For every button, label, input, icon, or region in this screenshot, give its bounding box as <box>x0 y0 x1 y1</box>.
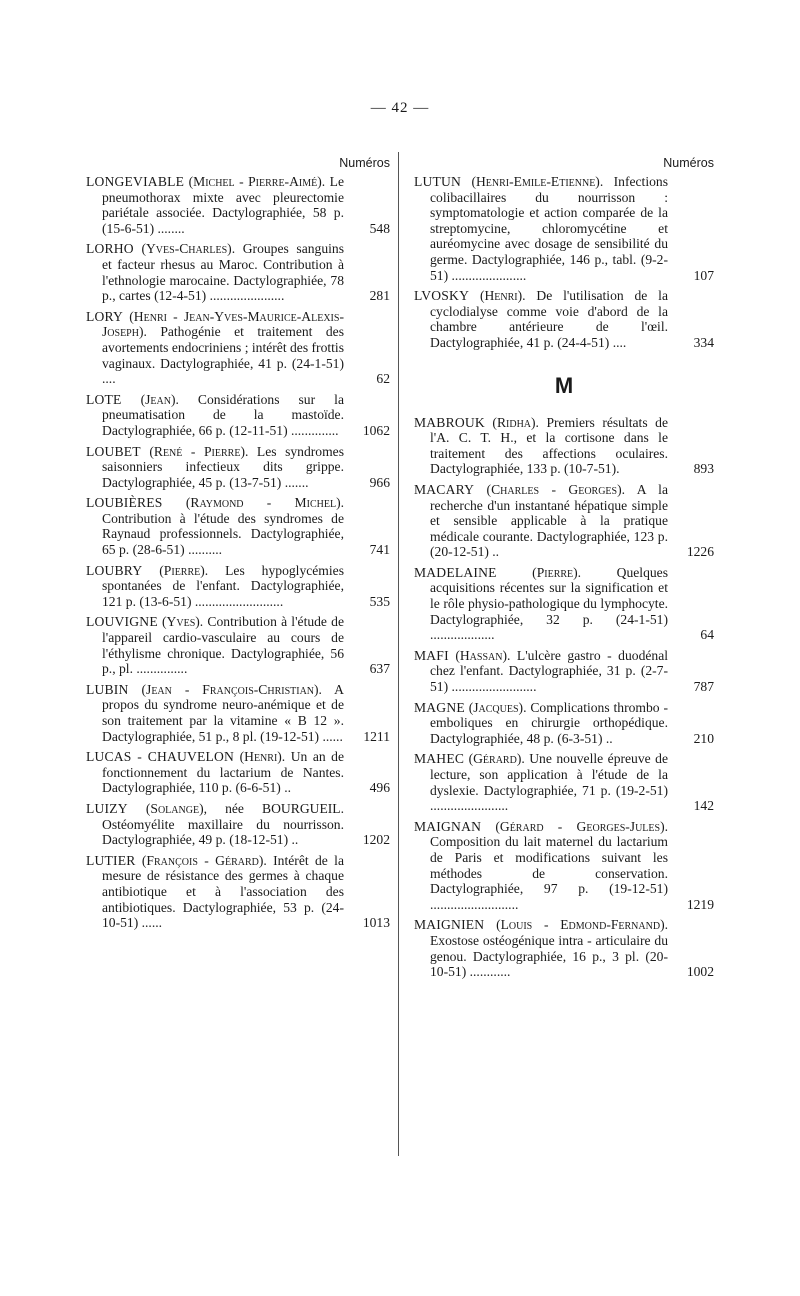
entry-title: Considérations sur la pneumatisation de la mastoïde. Dactylographiée, 66 p. (12-11-51) .............. <box>102 391 344 438</box>
entry-title: Premiers résultats de l'A. C. T. H., et la cortisone dans le traitement des affections oculaires. Dactylographiée, 133 p. (10-7-51). <box>430 414 668 477</box>
entry-number: 1013 <box>362 915 390 931</box>
entry-title: A la recherche d'un instantané hépatique simple et sensible applicable à la pratique médicale courante. Dactylographiée, 123 p. (20-12-51) .. <box>430 481 668 560</box>
entry-given-names: (Louis - Edmond-Fernand). <box>496 917 668 933</box>
entry-surname: LUCAS - CHAUVELON <box>86 749 235 765</box>
entry-text <box>86 444 344 491</box>
index-entry <box>414 700 714 747</box>
entry-given-names: (François - Gérard). <box>141 852 267 868</box>
entry-text <box>86 392 344 439</box>
entry-surname: MACARY <box>414 481 475 497</box>
right-entries-before <box>414 174 714 351</box>
entry-text <box>86 174 344 236</box>
entry-text <box>414 700 668 747</box>
entry-text <box>414 174 668 283</box>
entry-given-names: (Gérard - Georges-Jules). <box>495 818 668 834</box>
entry-number: 966 <box>369 474 390 490</box>
entry-number: 1202 <box>362 832 390 848</box>
entry-surname: LONGEVIABLE <box>86 174 185 189</box>
index-entry <box>86 853 390 931</box>
entry-text <box>414 565 668 643</box>
entry-text <box>414 648 668 695</box>
entry-title: Les hypoglycémies spontanées de l'enfant. Dactylographiée, 121 p. (13-6-51) .......................... <box>102 562 344 609</box>
index-entry <box>414 174 714 283</box>
entry-given-names: (Raymond - Michel). <box>185 495 345 511</box>
index-entry <box>86 174 390 236</box>
entry-title: Complications thrombo - emboliques en chirurgie orthopédique. Dactylographiée, 48 p. (6-3-51) .. <box>430 699 668 746</box>
index-entry <box>414 288 714 350</box>
entry-given-names: (Jean). <box>140 391 179 407</box>
page-number: — 42 — <box>370 100 430 116</box>
entry-number: 142 <box>693 798 714 814</box>
entry-text <box>86 853 344 931</box>
index-entry <box>86 749 390 796</box>
entry-given-names: (Yves-Charles). <box>141 241 236 257</box>
index-entry <box>414 648 714 695</box>
right-entries-after <box>414 415 714 980</box>
entry-text <box>414 415 668 477</box>
entry-number: 637 <box>369 661 390 677</box>
entry-surname: LOUBRY <box>86 562 143 578</box>
entry-given-names: (Henri). <box>239 749 286 765</box>
entry-text <box>86 614 344 676</box>
entry-number: 334 <box>693 334 714 350</box>
entry-given-names: (Hassan). <box>455 647 511 663</box>
entry-surname: LUBIN <box>86 681 129 697</box>
entry-number: 210 <box>693 730 714 746</box>
entry-surname: MAIGNIEN <box>414 917 485 933</box>
entry-given-names: (Henri). <box>479 288 526 304</box>
entry-title: Un an de fonctionnement du lactarium de Nantes. Dactylographiée, 110 p. (6-6-51) .. <box>102 749 344 796</box>
entry-title: née BOURGUEIL. Ostéomyélite maxillaire du nourrisson. Dactylographiée, 49 p. (18-12-51) .. <box>102 800 344 848</box>
column-divider <box>398 152 399 1156</box>
index-entry <box>86 309 390 387</box>
entry-given-names: (Solange), <box>145 800 207 816</box>
index-entry <box>414 819 714 913</box>
left-entries <box>86 174 390 931</box>
index-entry <box>86 614 390 676</box>
entry-given-names: (Jean - François-Christian). <box>141 681 322 697</box>
entry-title: A propos du syndrome neuro-anémique et de son traitement par la vitamine « B 12 ». Dactylographiée, 51 p., 8 pl. (19-12-51) ...... <box>102 681 344 744</box>
index-entry <box>414 565 714 643</box>
entry-title: De l'utilisation de la cyclodialyse comme voie d'abord de la chambre antérieure de l'œil. Dactylographiée, 41 p. (24-4-51) .... <box>430 288 668 350</box>
entry-given-names: (Ridha). <box>492 414 539 430</box>
entry-number: 535 <box>369 593 390 609</box>
entry-text <box>414 482 668 560</box>
entry-surname: MAFI <box>414 647 449 663</box>
right-column <box>414 152 714 985</box>
section-letter: M <box>554 372 574 398</box>
entry-title: Infections colibacillaires du nourrisson : symptomatologie et action comparée de la streptomycine, chloromycétine et auréomycine avec dosage de sensibilité du germe. Dactylographiée, 146 p., tabl. (9-2-51) ...................... <box>430 174 668 283</box>
entry-given-names: (Gérard). <box>468 751 525 767</box>
entry-title: Intérêt de la mesure de résistance des germes à chaque antibiotique et à l'association des antibiotiques. Dactylographiée, 53 p. (24-10-51) ...... <box>102 852 344 931</box>
entry-number: 1062 <box>362 422 390 438</box>
entry-surname: LOUBET <box>86 443 141 459</box>
entry-text <box>414 917 668 979</box>
entry-surname: MAIGNAN <box>414 818 482 834</box>
entry-title: Contribution à l'étude de l'appareil cardio-vasculaire au cours de l'éthylisme chronique. Dactylographiée, 56 p., pl. ............... <box>102 614 344 677</box>
entry-surname: LUIZY <box>86 800 128 816</box>
entry-given-names: (Charles - Georges). <box>486 481 626 497</box>
entry-title: Une nouvelle épreuve de lecture, son application à l'étude de la dyslexie. Dactylographiée, 71 p. (19-2-51) ....................... <box>430 751 668 814</box>
entry-title: Composition du lait maternel du lactarium de Paris et modifications suivant les méthodes de conservation. Dactylographiée, 97 p. (19-12-51) .......................... <box>430 834 668 912</box>
entry-surname: MABROUK <box>414 414 485 430</box>
entry-number: 1002 <box>686 964 714 980</box>
entry-number: 1219 <box>686 896 714 912</box>
left-column <box>86 152 390 936</box>
entry-given-names: (Henri - Jean-Yves-Maurice-Alexis-Joseph). <box>102 308 344 340</box>
entry-text <box>86 309 344 387</box>
index-entry <box>414 482 714 560</box>
entry-surname: LVOSKY <box>414 288 470 304</box>
index-entry <box>86 444 390 491</box>
entry-text <box>86 495 344 557</box>
entry-number: 548 <box>369 220 390 236</box>
entry-number: 107 <box>693 267 714 283</box>
entry-surname: LORHO <box>86 241 134 257</box>
entry-text <box>86 563 344 610</box>
entry-number: 893 <box>693 461 714 477</box>
entry-given-names: (René - Pierre). <box>149 443 249 459</box>
entry-number: 1211 <box>363 728 390 744</box>
entry-title: Contribution à l'étude des syndromes de Raynaud professionnels. Dactylographiée, 65 p. (28-6-51) .......... <box>102 510 344 558</box>
index-entry <box>414 917 714 979</box>
entry-title: Exostose ostéogénique intra - articulaire du genou. Dactylographiée, 16 p., 3 pl. (20-10-51) ............ <box>430 932 668 980</box>
entry-title: Groupes sanguins et facteur rhesus au Maroc. Contribution à l'ethnologie marocaine. Dactylographiée, 78 p., cartes (12-4-51) ...................... <box>102 241 344 304</box>
entry-surname: LUTUN <box>414 174 462 189</box>
entry-given-names: (Henri-Emile-Etienne). <box>471 174 604 189</box>
entry-text <box>414 819 668 913</box>
entry-surname: LOUBIÈRES <box>86 495 163 511</box>
entry-text <box>414 751 668 813</box>
entry-text <box>414 288 668 350</box>
entry-surname: LOUVIGNE <box>86 614 158 630</box>
index-entry <box>86 563 390 610</box>
entry-title: L'ulcère gastro - duodénal chez l'enfant. Dactylographiée, 31 p. (2-7-51) ......................... <box>430 647 669 695</box>
right-column-header: Numéros <box>663 156 714 170</box>
entry-given-names: (Yves). <box>162 614 204 630</box>
entry-number: 281 <box>369 288 390 304</box>
entry-number: 62 <box>376 371 390 387</box>
left-column-header: Numéros <box>339 156 390 170</box>
index-entry <box>86 392 390 439</box>
entry-surname: MADELAINE <box>414 564 497 580</box>
entry-surname: MAHEC <box>414 751 465 767</box>
entry-given-names: (Michel - Pierre-Aimé). <box>188 174 326 189</box>
entry-number: 64 <box>700 627 714 643</box>
entry-given-names: (Pierre). <box>532 564 582 580</box>
entry-surname: LOTE <box>86 391 122 407</box>
entry-text <box>86 682 344 744</box>
entry-title: Les syndromes saisonniers infectieux dits grippe. Dactylographiée, 45 p. (13-7-51) ....... <box>102 443 344 490</box>
entry-text <box>86 241 344 303</box>
index-entry <box>86 495 390 557</box>
entry-given-names: (Jacques). <box>468 699 527 715</box>
entry-title: Le pneumothorax mixte avec pleurectomie pariétale associée. Dactylographiée, 58 p. (15-6-51) ........ <box>102 174 344 236</box>
index-entry <box>86 241 390 303</box>
index-entry <box>86 801 390 848</box>
index-entry <box>414 751 714 813</box>
entry-given-names: (Pierre). <box>159 562 209 578</box>
entry-number: 741 <box>369 542 390 558</box>
entry-surname: LORY <box>86 308 124 324</box>
index-entry <box>86 682 390 744</box>
entry-title: Quelques acquisitions récentes sur la signification et le rôle physio-pathologique du lymphocyte. Dactylographiée, 32 p. (24-1-51) ................... <box>430 564 668 643</box>
entry-text <box>86 801 344 848</box>
entry-surname: LUTIER <box>86 852 136 868</box>
entry-number: 1226 <box>686 544 714 560</box>
index-entry <box>414 415 714 477</box>
entry-title: Pathogénie et traitement des avortements endocriniens ; intérêt des frottis vaginaux. Dactylographiée, 41 p. (24-1-51) .... <box>102 324 344 387</box>
entry-surname: MAGNE <box>414 699 465 715</box>
entry-number: 787 <box>693 679 714 695</box>
entry-number: 496 <box>369 780 390 796</box>
entry-text <box>86 749 344 796</box>
